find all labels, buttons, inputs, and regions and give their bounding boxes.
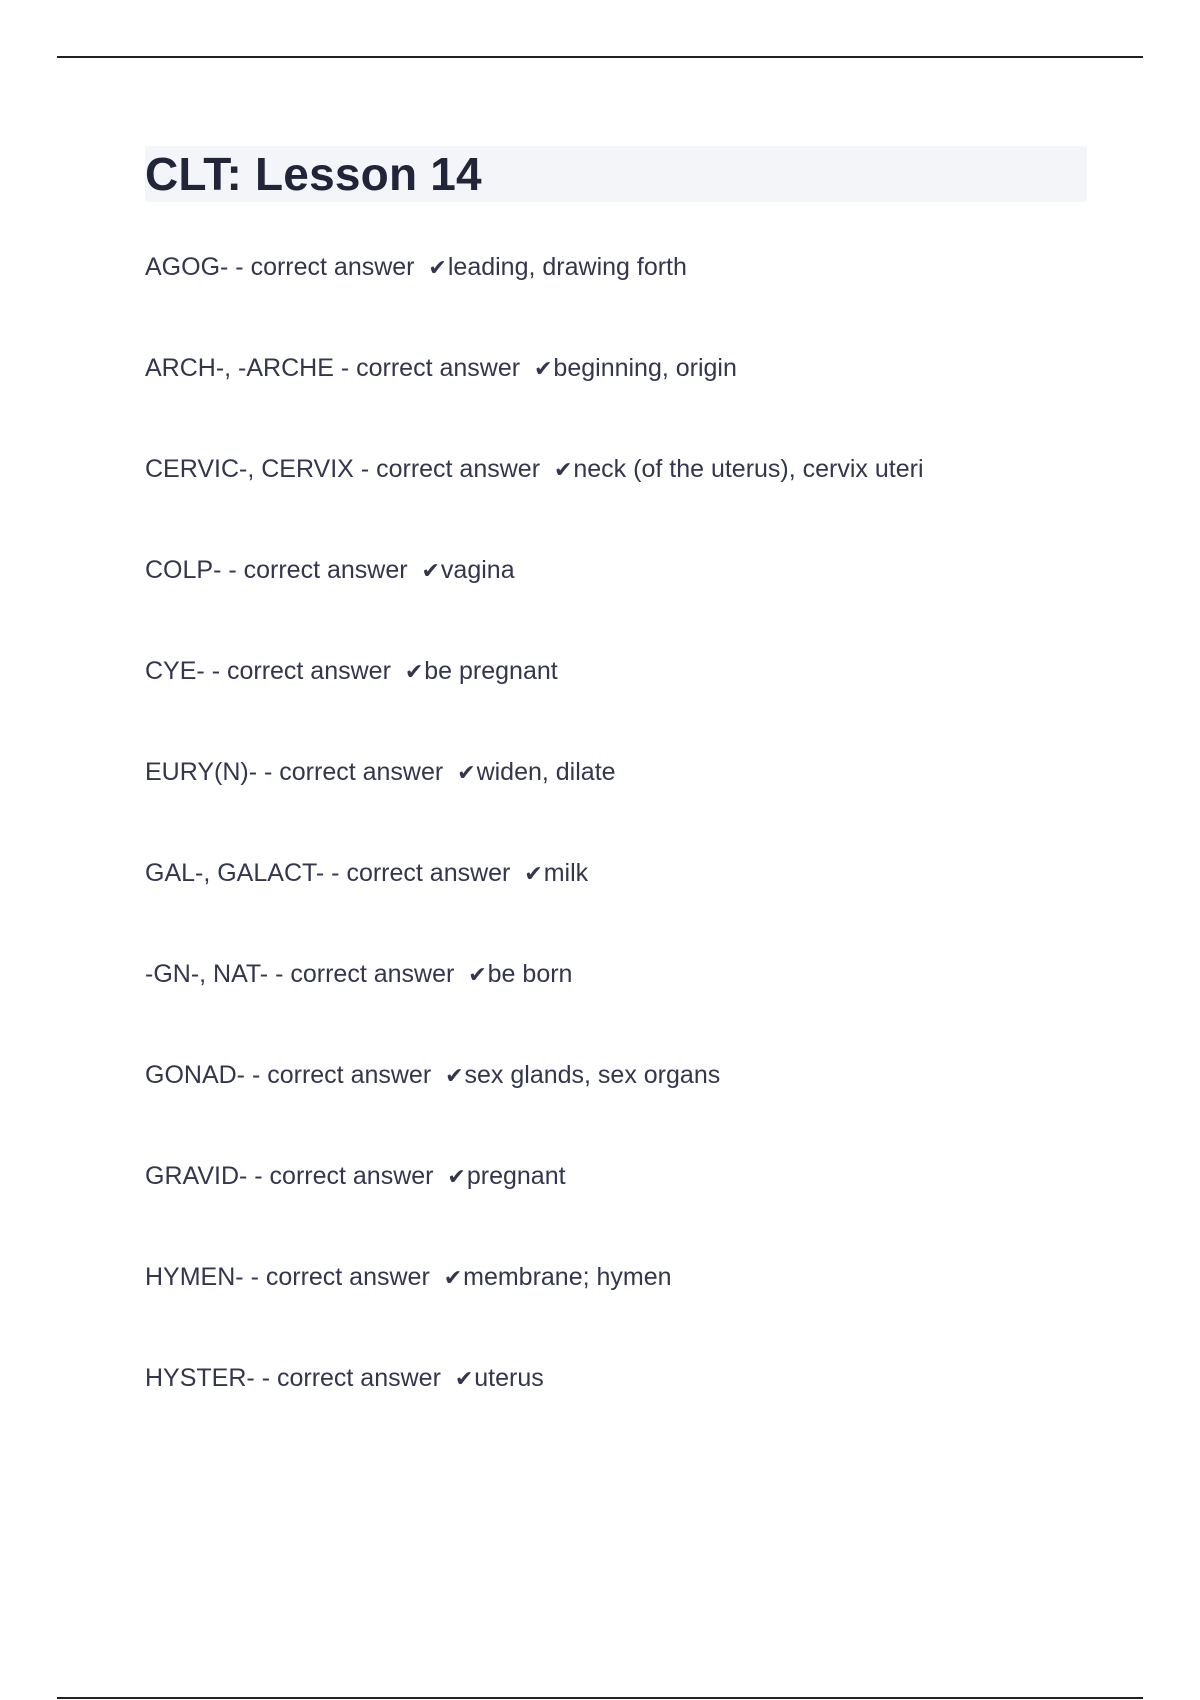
list-item [145, 1257, 1085, 1358]
answer-label: - correct answer [261, 1364, 441, 1392]
answer: membrane; hymen [463, 1263, 672, 1291]
checkmark-icon: ✔ [524, 862, 543, 887]
term: GAL-, GALACT- [145, 859, 325, 887]
list-item [145, 954, 1085, 1055]
answer-label: - correct answer [235, 253, 415, 281]
answer-label: - correct answer [331, 859, 511, 887]
answer: be born [487, 960, 573, 988]
answer: milk [543, 859, 589, 887]
list-item [145, 1358, 1085, 1459]
list-item [145, 247, 1085, 348]
checkmark-icon: ✔ [454, 1367, 474, 1392]
list-item [145, 853, 1085, 954]
answer: leading, drawing forth [447, 253, 687, 281]
answer-label: - correct answer [254, 1162, 434, 1190]
checkmark-icon: ✔ [447, 1165, 466, 1190]
checkmark-icon: ✔ [468, 963, 487, 988]
checkmark-icon: ✔ [428, 256, 447, 281]
answer-label: - correct answer [251, 1061, 432, 1089]
answer-label: - correct answer [250, 1263, 430, 1291]
bottom-rule [57, 1697, 1143, 1699]
page-title: CLT: Lesson 14 [145, 148, 482, 200]
answer: be pregnant [424, 657, 558, 685]
answer: neck (of the uterus), cervix uteri [573, 455, 924, 483]
checkmark-icon: ✔ [443, 1266, 463, 1291]
answer-label: - correct answer [264, 758, 444, 786]
term: HYSTER- [145, 1364, 255, 1392]
term: HYMEN- [145, 1263, 244, 1291]
checkmark-icon: ✔ [533, 357, 553, 382]
term: AGOG- [145, 253, 229, 281]
checkmark-icon: ✔ [457, 761, 476, 786]
term: GRAVID- [145, 1162, 248, 1190]
term: CERVIC-, CERVIX [145, 455, 354, 483]
term: CYE- [145, 657, 205, 685]
list-item [145, 1055, 1085, 1156]
list-item [145, 752, 1085, 853]
term: ARCH-, -ARCHE [145, 354, 334, 382]
list-item [145, 651, 1085, 752]
term: -GN-, NAT- [145, 960, 269, 988]
term: COLP- [145, 556, 222, 584]
list-item [145, 449, 1085, 550]
checkmark-icon: ✔ [553, 458, 573, 483]
list-item [145, 550, 1085, 651]
term: GONAD- [145, 1061, 245, 1089]
answer-label: - correct answer [211, 657, 391, 685]
checkmark-icon: ✔ [404, 660, 424, 685]
checkmark-icon: ✔ [445, 1064, 464, 1089]
answer-label: - correct answer [228, 556, 408, 584]
answer: beginning, origin [553, 354, 737, 382]
answer: uterus [474, 1364, 544, 1392]
answer: sex glands, sex organs [464, 1061, 721, 1089]
answer: vagina [440, 556, 515, 584]
list-item [145, 348, 1085, 449]
answer-label: - correct answer [275, 960, 455, 988]
answer-label: - correct answer [360, 455, 541, 483]
answer: pregnant [466, 1162, 566, 1190]
checkmark-icon: ✔ [421, 559, 440, 584]
term-list [145, 247, 1085, 1459]
list-item [145, 1156, 1085, 1257]
top-rule [57, 56, 1143, 58]
answer-label: - correct answer [340, 354, 521, 382]
answer: widen, dilate [476, 758, 616, 786]
term: EURY(N)- [145, 758, 258, 786]
